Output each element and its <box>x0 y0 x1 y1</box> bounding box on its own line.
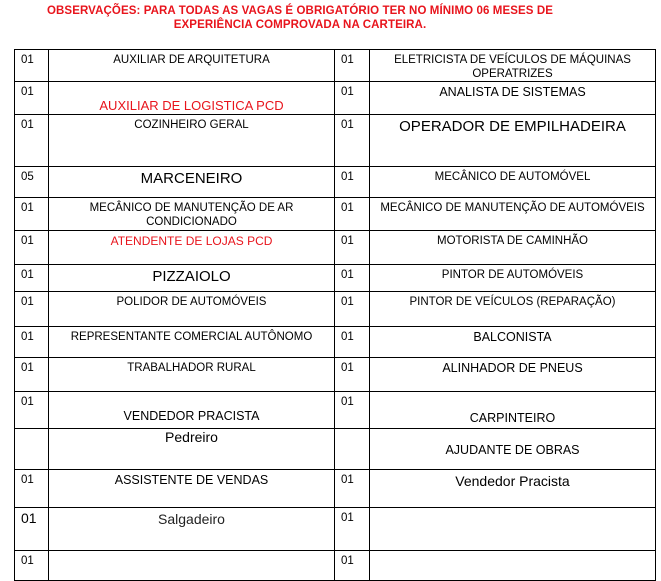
job-title: AJUDANTE DE OBRAS <box>445 443 580 457</box>
quantity-cell <box>335 429 370 470</box>
job-title: TRABALHADOR RURAL <box>127 362 256 374</box>
observacoes-line-2: EXPERIÊNCIA COMPROVADA NA CARTEIRA. <box>173 19 427 31</box>
job-title: AUXILIAR DE LOGISTICA PCD <box>99 98 284 113</box>
job-title: AUXILIAR DE ARQUITETURA <box>113 54 270 66</box>
quantity-cell: 01 <box>15 198 49 231</box>
job-title-cell <box>49 429 335 470</box>
job-title-cell <box>49 508 335 551</box>
job-title: MECÂNICO DE MANUTENÇÃO DE AUTOMÓVEIS <box>380 202 645 214</box>
job-title-continuation: CONDICIONADO <box>146 216 237 228</box>
job-title: CARPINTEIRO <box>469 411 556 425</box>
table-row <box>15 508 656 551</box>
job-title: ATENDENTE DE LOJAS PCD <box>110 234 273 248</box>
quantity-cell: 01 <box>335 327 370 358</box>
quantity-cell: 01 <box>15 265 49 292</box>
job-title: VENDEDOR PRACISTA <box>123 409 260 423</box>
job-title-cell <box>49 358 335 392</box>
vagas-table <box>14 49 656 581</box>
job-title: ALINHADOR DE PNEUS <box>442 361 583 375</box>
quantity-cell: 01 <box>15 508 49 551</box>
quantity-cell: 01 <box>335 392 370 429</box>
quantity-cell: 01 <box>15 82 49 115</box>
job-title: MECÂNICO DE AUTOMÓVEL <box>434 171 591 183</box>
quantity-cell: 01 <box>335 198 370 231</box>
job-title-cell <box>370 327 656 358</box>
job-title: PIZZAIOLO <box>152 268 231 285</box>
job-title: OPERADOR DE EMPILHADEIRA <box>399 118 626 135</box>
job-title: PINTOR DE AUTOMÓVEIS <box>441 269 584 281</box>
quantity-cell: 01 <box>15 292 49 327</box>
table-row <box>15 358 656 392</box>
job-title-cell <box>370 392 656 429</box>
quantity-cell: 01 <box>335 470 370 508</box>
job-title-cell <box>49 50 335 82</box>
quantity-cell: 05 <box>15 167 49 198</box>
job-title: Pedreiro <box>165 429 218 445</box>
observacoes-note <box>20 4 580 32</box>
job-title: MARCENEIRO <box>140 170 243 187</box>
job-title-cell <box>49 231 335 265</box>
table-row <box>15 265 656 292</box>
quantity-cell: 01 <box>15 470 49 508</box>
job-title-cell <box>49 392 335 429</box>
table-row <box>15 82 656 115</box>
table-row <box>15 327 656 358</box>
job-title: BALCONISTA <box>473 330 552 344</box>
table-row <box>15 551 656 581</box>
job-title: Vendedor Pracista <box>455 473 570 489</box>
table-row <box>15 470 656 508</box>
table-row <box>15 292 656 327</box>
job-title: REPRESENTANTE COMERCIAL AUTÔNOMO <box>70 331 313 343</box>
quantity-cell: 01 <box>335 551 370 581</box>
quantity-cell: 01 <box>15 551 49 581</box>
job-title-cell <box>49 470 335 508</box>
observacoes-line-1: OBSERVAÇÕES: PARA TODAS AS VAGAS É OBRIGATÓRIO TER NO MÍNIMO 06 MESES DE <box>46 5 554 17</box>
job-title-cell <box>370 167 656 198</box>
quantity-cell: 01 <box>15 50 49 82</box>
quantity-cell: 01 <box>335 50 370 82</box>
job-title-cell <box>370 508 656 551</box>
job-title-cell <box>49 265 335 292</box>
job-title-cell <box>370 292 656 327</box>
job-title-cell <box>370 470 656 508</box>
job-title-cell <box>370 358 656 392</box>
job-title: ASSISTENTE DE VENDAS <box>114 473 269 487</box>
table-row <box>15 115 656 167</box>
job-title: COZINHEIRO GERAL <box>134 119 249 131</box>
quantity-cell: 01 <box>15 327 49 358</box>
job-title: ANALISTA DE SISTEMAS <box>439 85 586 99</box>
job-title-cell <box>49 115 335 167</box>
job-title: MOTORISTA DE CAMINHÃO <box>436 235 588 247</box>
job-title-cell <box>49 167 335 198</box>
job-title-cell <box>49 292 335 327</box>
quantity-cell: 01 <box>15 358 49 392</box>
job-title-cell <box>49 327 335 358</box>
quantity-cell: 01 <box>15 231 49 265</box>
quantity-cell: 01 <box>335 115 370 167</box>
job-title: ELETRICISTA DE VEÍCULOS DE MÁQUINAS <box>394 54 631 66</box>
job-title-cell <box>370 198 656 231</box>
job-title-cell <box>370 82 656 115</box>
job-title-cell <box>370 231 656 265</box>
job-title-continuation: OPERATRIZES <box>472 68 553 80</box>
quantity-cell: 01 <box>15 392 49 429</box>
job-title: MECÂNICO DE MANUTENÇÃO DE AR <box>89 202 294 214</box>
quantity-cell: 01 <box>335 292 370 327</box>
job-title: Salgadeiro <box>158 511 225 527</box>
quantity-cell <box>15 429 49 470</box>
job-title-cell <box>370 551 656 581</box>
quantity-cell: 01 <box>335 167 370 198</box>
quantity-cell: 01 <box>335 82 370 115</box>
job-title-cell <box>370 115 656 167</box>
quantity-cell: 01 <box>15 115 49 167</box>
table-row <box>15 231 656 265</box>
table-row <box>15 392 656 429</box>
job-title-cell <box>370 265 656 292</box>
table-row <box>15 198 656 231</box>
table-row <box>15 50 656 82</box>
quantity-cell: 01 <box>335 508 370 551</box>
quantity-cell: 01 <box>335 231 370 265</box>
job-title-cell <box>49 551 335 581</box>
job-title-cell <box>370 429 656 470</box>
job-title-cell <box>370 50 656 82</box>
job-title-cell <box>49 82 335 115</box>
table-row <box>15 167 656 198</box>
table-row <box>15 429 656 470</box>
job-title-cell <box>49 198 335 231</box>
job-title: PINTOR DE VEÍCULOS (REPARAÇÃO) <box>409 296 616 308</box>
job-title: POLIDOR DE AUTOMÓVEIS <box>116 296 267 308</box>
quantity-cell: 01 <box>335 265 370 292</box>
quantity-cell: 01 <box>335 358 370 392</box>
